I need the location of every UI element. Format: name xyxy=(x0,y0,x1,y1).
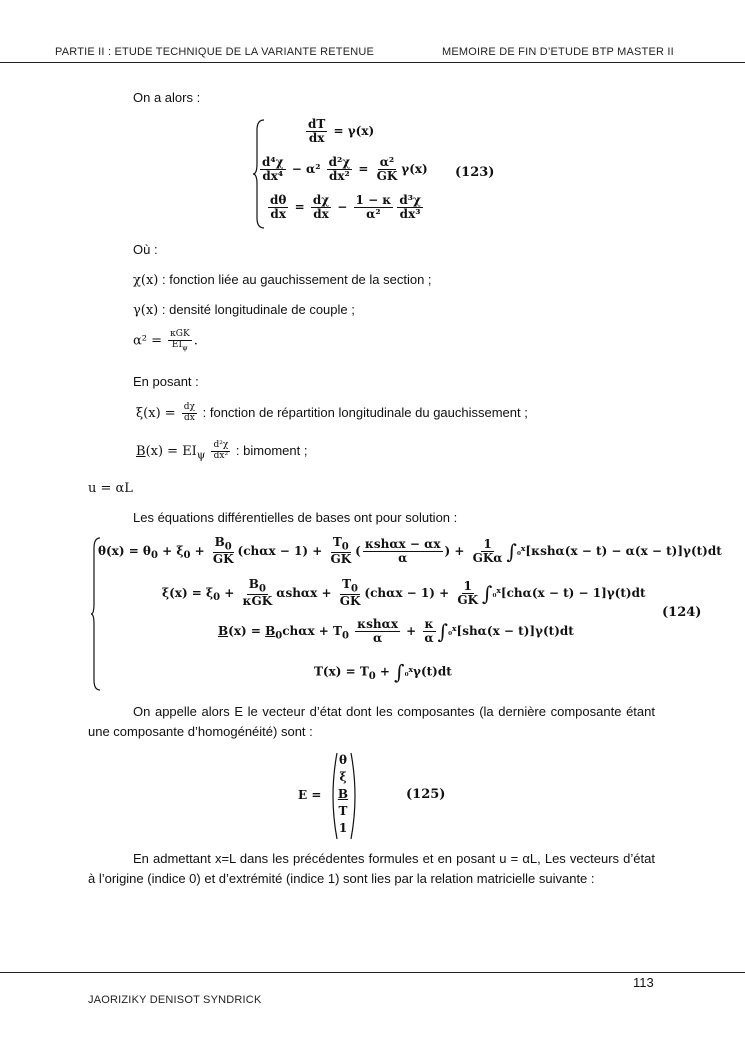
page-number: 113 xyxy=(633,975,654,990)
eq124-number: (124) xyxy=(662,605,702,620)
solution-intro: Les équations différentielles de bases ont pour solution : xyxy=(133,510,458,525)
def-alpha: α² = $\frac{\text{κGK}}{EI_\psi}$ . xyxy=(133,329,198,352)
header-left: PARTIE II : ETUDE TECHNIQUE DE LA VARIANTE RETENUE xyxy=(55,46,375,58)
equation-125 xyxy=(298,752,378,840)
def-xi-text: : fonction de répartition longitudinale du gauchissement ; xyxy=(202,405,528,420)
eq123-line2: $\frac{\text{d⁴χ}}{\text{dx⁴}}$ − α² $\frac{\text{d²χ}}{\text{dx²}}$ = $\frac{\text{α²}}{GK}$ γ(x) xyxy=(262,155,428,184)
eq125-lhs: E = xyxy=(298,788,322,802)
footer-author: JAORIZIKY DENISOT SYNDRICK xyxy=(88,994,262,1006)
equation-123 xyxy=(252,117,428,230)
def-B: $B(x) = EI_\psi$ $\frac{\text{d²χ}}{\text{dx²}}$ : bimoment ; xyxy=(136,440,308,462)
eq124-line1: $\theta(x) = \theta_0 + \xi_0$ + $\frac{B_0}{GK}$ (chαx − 1) + $\frac{T_0}{GK}$ ( $\frac{\text{κshαx − αx}}{\alpha}$ ) + $\frac{1}{\text{GKα}}$ ∫₀$^x$[κshα(x − t) − α(x − t)]γ(t)dt xyxy=(98,535,722,567)
eq124-line3: $B(x) = B_0ch\alpha x + T_0$ $\frac{\text{κshαx}}{\alpha}$ + $\frac{\kappa}{\alpha}$ ∫₀$^x$[shα(x − t)]γ(t)dt xyxy=(218,617,574,646)
ou-text: Où : xyxy=(133,242,158,257)
closing-text: En admettant x=L dans les précédentes formules et en posant u = αL, Les vecteurs d’état à l’origine (indice 0) et d’extrémité (indice 1) sont lies par la relation matricielle suivante : xyxy=(88,851,655,886)
eq123-number: (123) xyxy=(455,165,495,180)
vector-component: 1 xyxy=(338,821,348,835)
eq125-vector xyxy=(336,752,350,837)
def-gamma: γ(x) : densité longitudinale de couple ; xyxy=(133,302,355,318)
right-paren-icon xyxy=(350,752,360,840)
state-vector-text: On appelle alors E le vecteur d’état dont les composantes (la dernière composante étant une composante d’homogénéité) sont : xyxy=(88,704,655,739)
def-gamma-text: : densité longitudinale de couple ; xyxy=(161,302,355,317)
u-definition: u = αL xyxy=(88,481,133,496)
posant-text: En posant : xyxy=(133,374,199,389)
header-right: MEMOIRE DE FIN D’ETUDE BTP MASTER II xyxy=(442,46,674,58)
eq124-line4: $T(x) = T_0 + \int_0^x\gamma(t)dt$ xyxy=(314,660,452,684)
def-xi: ξ(x) = $\frac{d\chi}{dx}$ : fonction de répartition longitudinale du gauchissement ; xyxy=(136,402,528,423)
def-B-text: : bimoment ; xyxy=(235,443,308,458)
vector-component: T xyxy=(338,804,348,818)
header-rule xyxy=(0,62,745,63)
def-chi-text: : fonction liée au gauchissement de la section ; xyxy=(161,272,432,287)
eq124-line2: $\xi(x) = \xi_0$ + $\frac{B_0}{\text{κGK}}$ αshαx + $\frac{T_0}{GK}$ (chαx − 1) + $\frac{1}{GK}$ ∫₀$^x$[chα(x − t) − 1]γ(t)dt xyxy=(162,577,646,609)
vector-component: B xyxy=(337,787,349,801)
footer-rule xyxy=(0,972,745,973)
eq125-number: (125) xyxy=(406,787,446,802)
intro-text: On a alors : xyxy=(133,90,201,105)
eq123-line1: $\frac{dT}{dx}$ = γ(x) xyxy=(308,117,375,146)
vector-component: ξ xyxy=(339,770,347,784)
eq123-line3: $\frac{d\theta}{dx}$ = $\frac{d\chi}{dx}$ − $\frac{1 - \kappa}{\text{α²}}$ $\frac{\text{d³χ}}{\text{dx³}}$ xyxy=(270,193,421,222)
vector-component: θ xyxy=(338,753,347,767)
equation-124 xyxy=(90,535,722,692)
def-chi: χ(x) : fonction liée au gauchissement de la section ; xyxy=(133,272,432,288)
